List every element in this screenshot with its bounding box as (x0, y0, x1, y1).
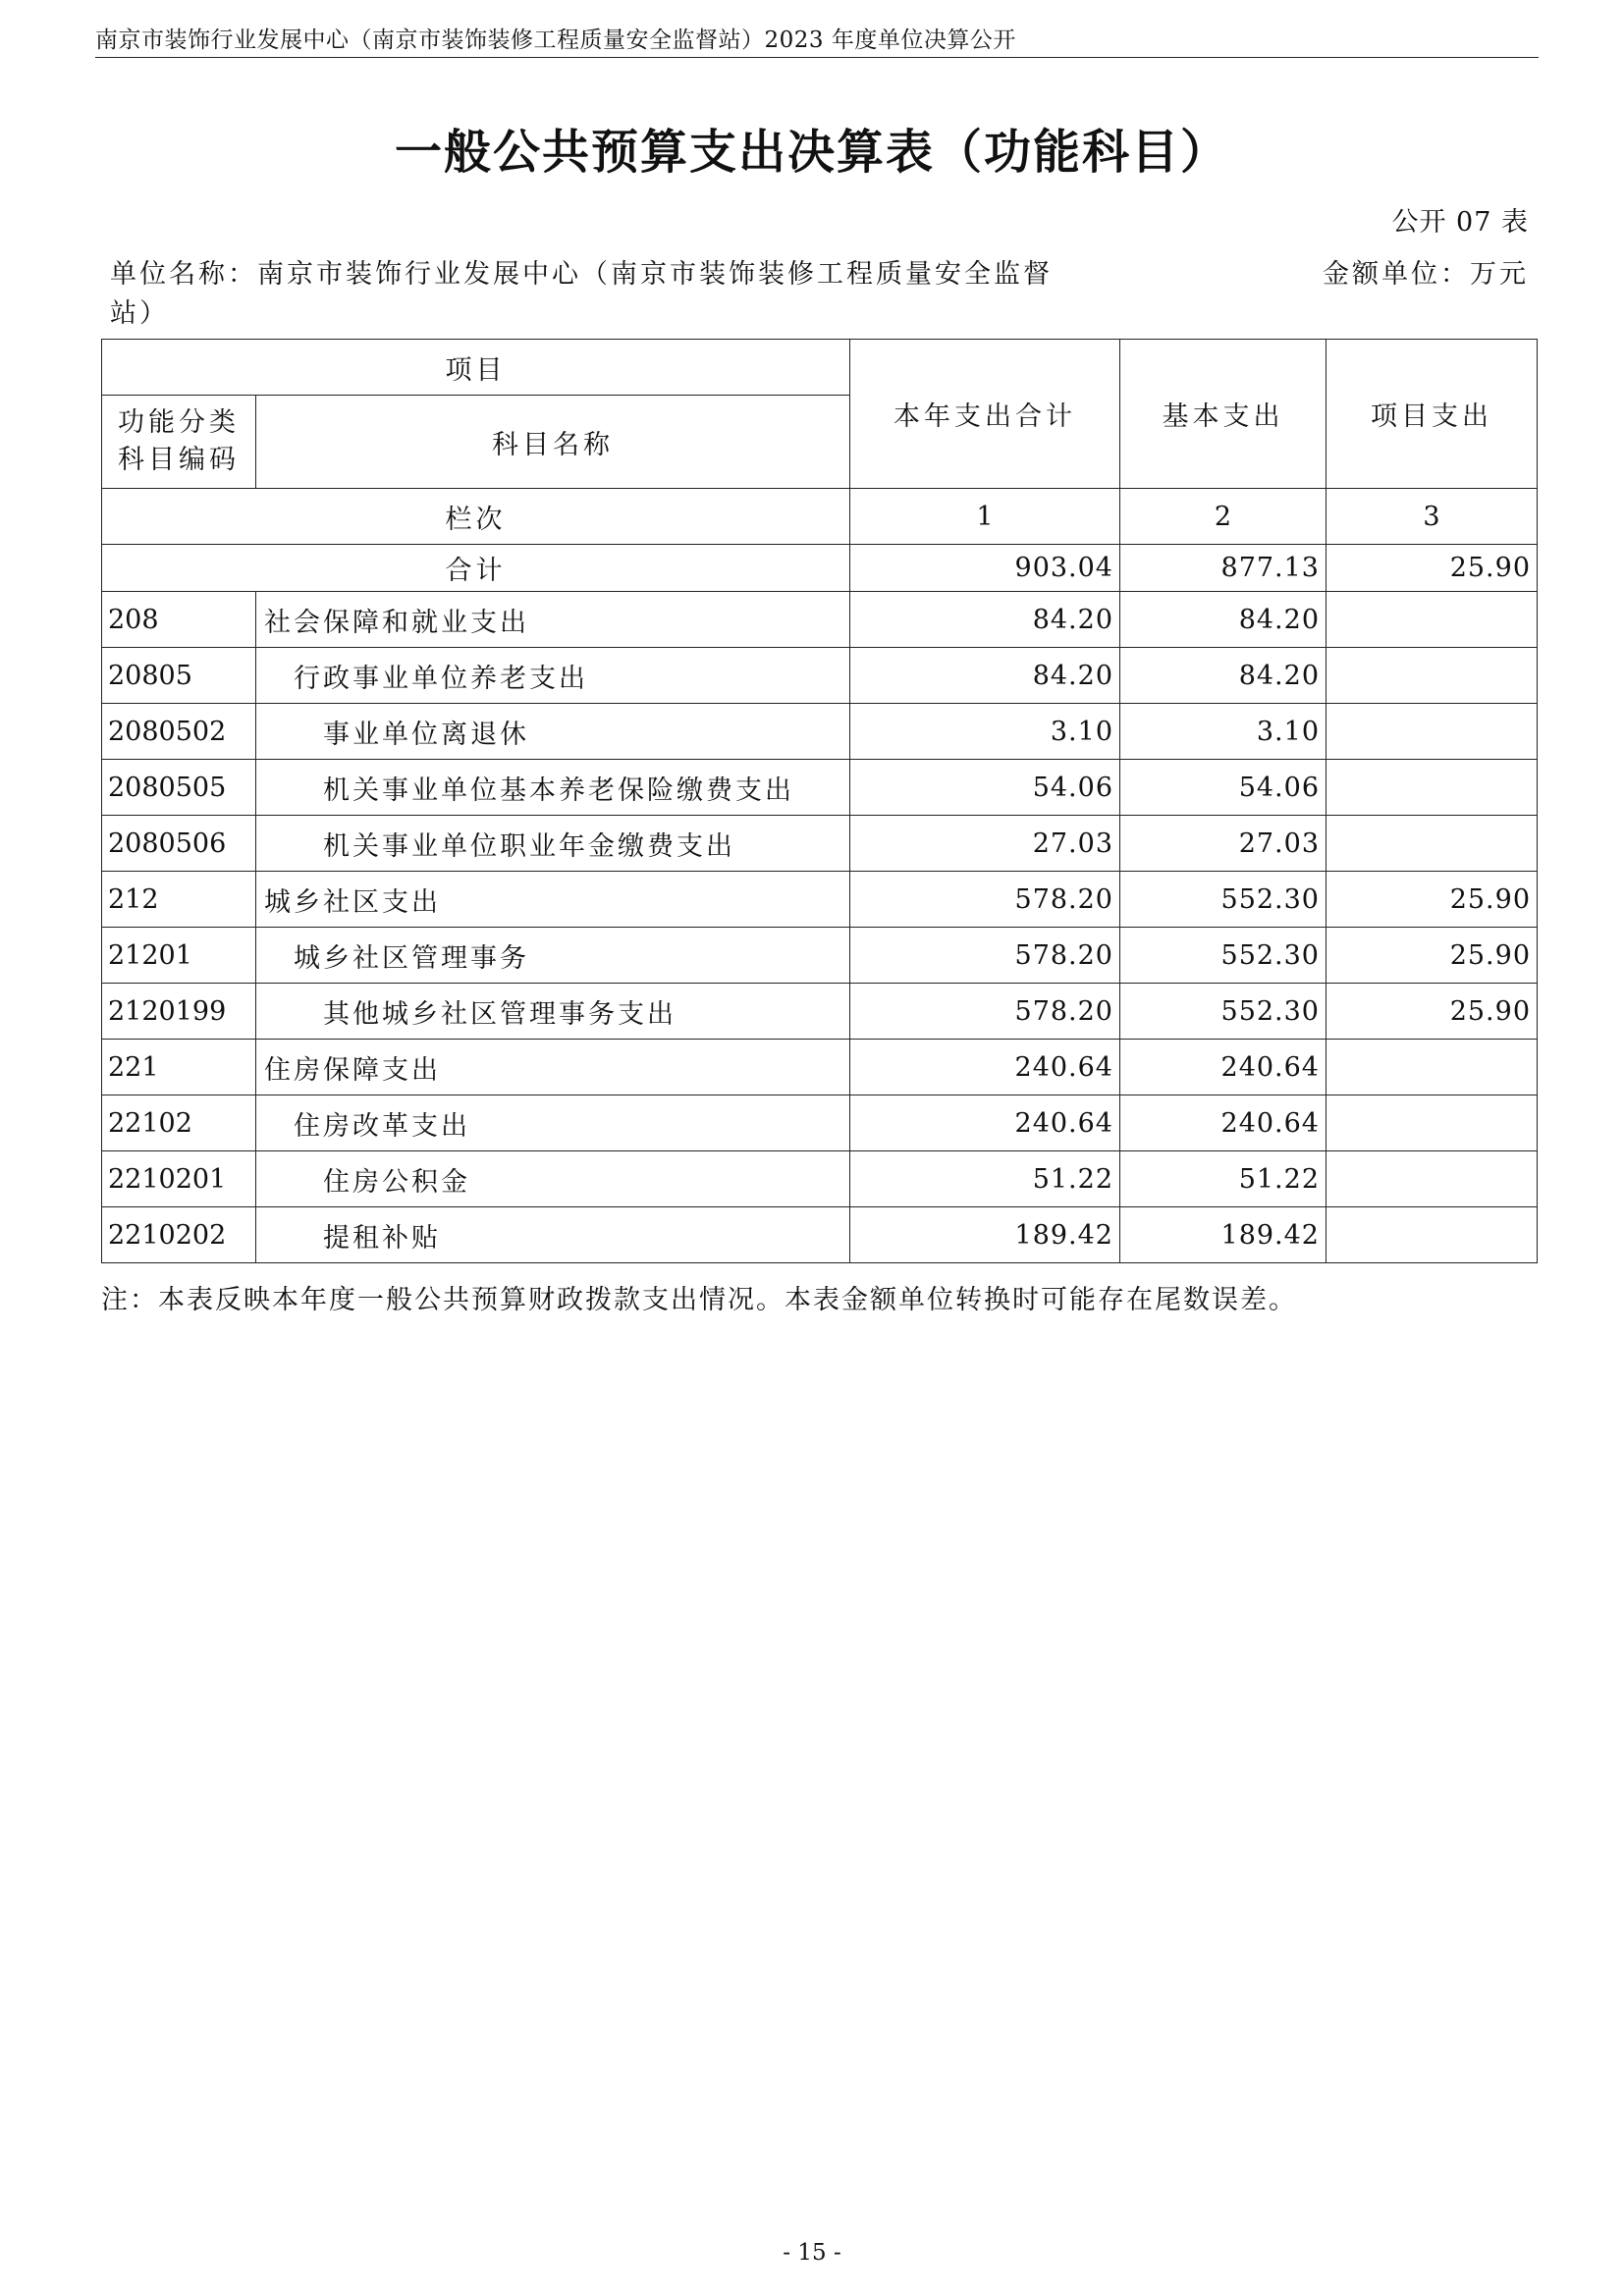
row-basic: 552.30 (1120, 928, 1326, 984)
row-basic: 3.10 (1120, 704, 1326, 760)
row-project (1326, 1207, 1538, 1263)
form-number: 公开 07 表 (1391, 207, 1529, 238)
row-project (1326, 1040, 1538, 1095)
row-total: 3.10 (850, 704, 1120, 760)
running-header: 南京市装饰行业发展中心（南京市装饰装修工程质量安全监督站）2023 年度单位决算公开 (95, 27, 1016, 53)
row-name: 事业单位离退休 (256, 704, 850, 760)
header-item: 项目 (102, 340, 850, 396)
row-code: 212 (102, 872, 256, 928)
row-name: 社会保障和就业支出 (256, 592, 850, 648)
sum-total: 903.04 (850, 545, 1120, 592)
page-title: 一般公共预算支出决算表（功能科目） (394, 125, 1229, 180)
index-3: 3 (1326, 489, 1538, 545)
unit-name: 单位名称：南京市装饰行业发展中心（南京市装饰装修工程质量安全监督站） (110, 259, 1053, 329)
row-project (1326, 648, 1538, 704)
row-basic: 27.03 (1120, 816, 1326, 872)
sum-basic: 877.13 (1120, 545, 1326, 592)
table-row (102, 872, 1538, 928)
table-row (102, 1207, 1538, 1263)
row-total: 240.64 (850, 1040, 1120, 1095)
row-project: 25.90 (1326, 872, 1538, 928)
row-name: 住房公积金 (256, 1151, 850, 1207)
row-code: 221 (102, 1040, 256, 1095)
table-row (102, 816, 1538, 872)
row-basic: 51.22 (1120, 1151, 1326, 1207)
row-total: 27.03 (850, 816, 1120, 872)
row-project (1326, 760, 1538, 816)
row-code: 2120199 (102, 984, 256, 1040)
header-project: 项目支出 (1326, 340, 1538, 489)
index-label: 栏次 (102, 489, 850, 545)
row-name: 其他城乡社区管理事务支出 (256, 984, 850, 1040)
row-total: 189.42 (850, 1207, 1120, 1263)
table-row (102, 760, 1538, 816)
row-code: 22102 (102, 1095, 256, 1151)
row-project (1326, 816, 1538, 872)
row-name: 住房改革支出 (256, 1095, 850, 1151)
row-name: 住房保障支出 (256, 1040, 850, 1095)
index-2: 2 (1120, 489, 1326, 545)
row-project (1326, 1095, 1538, 1151)
row-code: 2080506 (102, 816, 256, 872)
row-total: 84.20 (850, 648, 1120, 704)
table-row (102, 648, 1538, 704)
row-total: 54.06 (850, 760, 1120, 816)
row-project: 25.90 (1326, 928, 1538, 984)
row-total: 578.20 (850, 928, 1120, 984)
expenditure-table (101, 339, 1538, 1263)
row-total: 51.22 (850, 1151, 1120, 1207)
row-basic: 552.30 (1120, 872, 1326, 928)
table-row (102, 704, 1538, 760)
header-rule (95, 57, 1539, 58)
header-name: 科目名称 (256, 396, 850, 489)
row-project: 25.90 (1326, 984, 1538, 1040)
row-project (1326, 592, 1538, 648)
row-total: 578.20 (850, 872, 1120, 928)
row-code: 2210202 (102, 1207, 256, 1263)
row-name: 提租补贴 (256, 1207, 850, 1263)
row-total: 240.64 (850, 1095, 1120, 1151)
row-project (1326, 1151, 1538, 1207)
row-total: 578.20 (850, 984, 1120, 1040)
row-code: 208 (102, 592, 256, 648)
table-row (102, 592, 1538, 648)
sum-row (102, 545, 1538, 592)
row-basic: 54.06 (1120, 760, 1326, 816)
header-row-1 (102, 340, 1538, 396)
row-basic: 240.64 (1120, 1040, 1326, 1095)
row-basic: 552.30 (1120, 984, 1326, 1040)
index-row (102, 489, 1538, 545)
row-basic: 189.42 (1120, 1207, 1326, 1263)
row-project (1326, 704, 1538, 760)
table-row (102, 1040, 1538, 1095)
row-code: 20805 (102, 648, 256, 704)
table-row (102, 1151, 1538, 1207)
page-number: - 15 - (783, 2240, 841, 2266)
header-basic: 基本支出 (1120, 340, 1326, 489)
row-name: 行政事业单位养老支出 (256, 648, 850, 704)
row-basic: 240.64 (1120, 1095, 1326, 1151)
table-row (102, 1095, 1538, 1151)
row-basic: 84.20 (1120, 648, 1326, 704)
sum-project: 25.90 (1326, 545, 1538, 592)
amount-unit: 金额单位：万元 (1323, 259, 1529, 290)
row-total: 84.20 (850, 592, 1120, 648)
row-basic: 84.20 (1120, 592, 1326, 648)
header-code: 功能分类科目编码 (102, 396, 256, 489)
index-1: 1 (850, 489, 1120, 545)
row-code: 2080502 (102, 704, 256, 760)
row-name: 机关事业单位职业年金缴费支出 (256, 816, 850, 872)
table-row (102, 984, 1538, 1040)
row-code: 21201 (102, 928, 256, 984)
row-name: 机关事业单位基本养老保险缴费支出 (256, 760, 850, 816)
row-code: 2080505 (102, 760, 256, 816)
row-name: 城乡社区支出 (256, 872, 850, 928)
header-total: 本年支出合计 (850, 340, 1120, 489)
sum-label: 合计 (102, 545, 850, 592)
row-code: 2210201 (102, 1151, 256, 1207)
table-row (102, 928, 1538, 984)
row-name: 城乡社区管理事务 (256, 928, 850, 984)
table-note: 注：本表反映本年度一般公共预算财政拨款支出情况。本表金额单位转换时可能存在尾数误差。 (101, 1285, 1297, 1315)
